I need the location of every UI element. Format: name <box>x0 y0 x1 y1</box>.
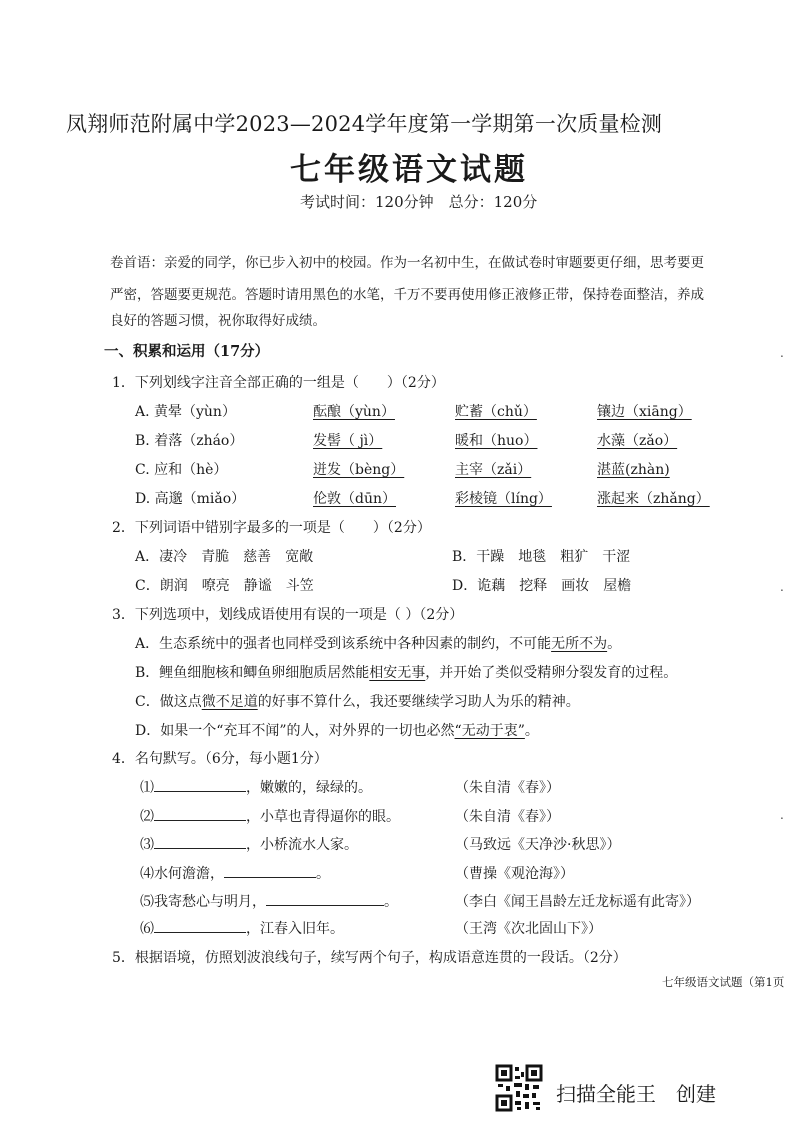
question-2-stem: 2．下列词语中错别字最多的一项是（ ）（2分） <box>112 520 431 536</box>
dictation-source: （李白《闻王昌龄左迁龙标遥有此寄》） <box>455 894 700 910</box>
q1-option-b: B. 着落（zháo） <box>135 433 244 449</box>
edge-mark: . <box>780 346 784 360</box>
school-exam-line: 凤翔师范附属中学2023—2024学年度第一学期第一次质量检测 <box>66 112 663 136</box>
answer-blank[interactable] <box>154 918 246 933</box>
q1-word: 彩棱镜（líng） <box>455 491 552 507</box>
answer-blank[interactable] <box>154 806 246 821</box>
dictation-item: ⑶ ，小桥流水人家。 <box>140 834 358 854</box>
preface-line-2: 严密，答题要更规范。答题时请用黑色的水笔，千万不要再使用修正液修正带，保持卷面整洁，养成 <box>110 287 704 303</box>
q2-option-b: B．干躁 地毯 粗犷 干涩 <box>452 549 631 565</box>
q1-word: 发髻（ jì） <box>313 433 383 449</box>
q1-word: 镶边（xiāng） <box>597 404 692 420</box>
q1-word: 酝酿（yùn） <box>313 404 395 420</box>
q1-word: 伦敦（dūn） <box>313 491 396 507</box>
q1-word: 迸发（bèng） <box>313 462 405 478</box>
q1-word: 水藻（zǎo） <box>597 433 678 449</box>
dictation-source: （曹操《观沧海》） <box>455 866 574 882</box>
dictation-source: （马致远《天净沙·秋思》） <box>455 837 621 853</box>
edge-mark: . <box>780 580 784 594</box>
answer-blank[interactable] <box>224 863 316 878</box>
q1-word: 暖和（huo） <box>455 433 538 449</box>
q2-option-a: A．凄冷 青脆 慈善 宽敞 <box>135 549 314 565</box>
scanner-label: 扫描全能王 创建 <box>556 1082 716 1106</box>
page-title: 七年级语文试题 <box>290 152 528 188</box>
q3-option-a: A．生态系统中的强者也同样受到该系统中各种因素的制约，不可能无所不为。 <box>135 636 622 652</box>
q1-option-c: C. 应和（hè） <box>135 462 228 478</box>
q1-word: 湛蓝(zhàn) <box>597 462 670 478</box>
qr-code-icon <box>495 1064 543 1112</box>
scanner-watermark <box>0 1040 794 1124</box>
dictation-source: （朱自清《春》） <box>455 780 560 796</box>
q1-option-a: A. 黄晕（yùn） <box>135 404 236 420</box>
edge-mark: . <box>780 808 784 822</box>
question-1-stem: 1．下列划线字注音全部正确的一组是（ ）（2分） <box>112 375 445 391</box>
q1-word: 涨起来（zhǎng） <box>597 491 710 507</box>
dictation-item: ⑵ ，小草也青得逼你的眼。 <box>140 806 400 826</box>
question-3-stem: 3．下列选项中，划线成语使用有误的一项是（ ）（2分） <box>112 607 464 623</box>
question-5-stem: 5．根据语境，仿照划波浪线句子，续写两个句子，构成语意连贯的一段话。（2分） <box>112 950 627 966</box>
preface-line-3: 良好的答题习惯，祝你取得好成绩。 <box>110 313 326 329</box>
page-footer: 七年级语文试题（第1页 <box>662 975 785 989</box>
q3-option-d: D．如果一个“充耳不闻”的人，对外界的一切也必然“无动于衷”。 <box>135 723 539 739</box>
q1-word: 主宰（zǎi） <box>455 462 532 478</box>
preface-line-1: 卷首语：亲爱的同学，你已步入初中的校园。作为一名初中生，在做试卷时审题要更仔细，思考要更 <box>110 255 704 271</box>
q1-word: 贮蓄（chǔ） <box>455 404 537 420</box>
answer-blank[interactable] <box>266 891 384 906</box>
q3-option-c: C．做这点微不足道的好事不算什么，我还要继续学习助人为乐的精神。 <box>135 694 580 710</box>
dictation-item: ⑴ ，嫩嫩的，绿绿的。 <box>140 777 372 797</box>
q2-option-c: C．朗润 嘹亮 静谧 斗笠 <box>135 578 314 594</box>
question-4-stem: 4．名句默写。（6分，每小题1分） <box>112 751 328 767</box>
exam-info: 考试时间：120分钟 总分：120分 <box>300 193 538 211</box>
answer-blank[interactable] <box>154 777 246 792</box>
dictation-source: （王湾《次北固山下》） <box>455 921 602 937</box>
dictation-source: （朱自清《春》） <box>455 809 560 825</box>
dictation-item: ⑷水何澹澹， 。 <box>140 863 330 883</box>
q1-option-d: D. 高邈（miǎo） <box>135 491 246 507</box>
answer-blank[interactable] <box>154 834 246 849</box>
q2-option-d: D．诡藕 挖释 画妆 屋檐 <box>452 578 632 594</box>
dictation-item: ⑸我寄愁心与明月， 。 <box>140 891 398 911</box>
q3-option-b: B．鲤鱼细胞核和鲫鱼卵细胞质居然能相安无事，并开始了类似受精卵分裂发育的过程。 <box>135 665 678 681</box>
dictation-item: ⑹ ，江春入旧年。 <box>140 918 344 938</box>
section-heading: 一、积累和运用（17分） <box>104 343 270 360</box>
